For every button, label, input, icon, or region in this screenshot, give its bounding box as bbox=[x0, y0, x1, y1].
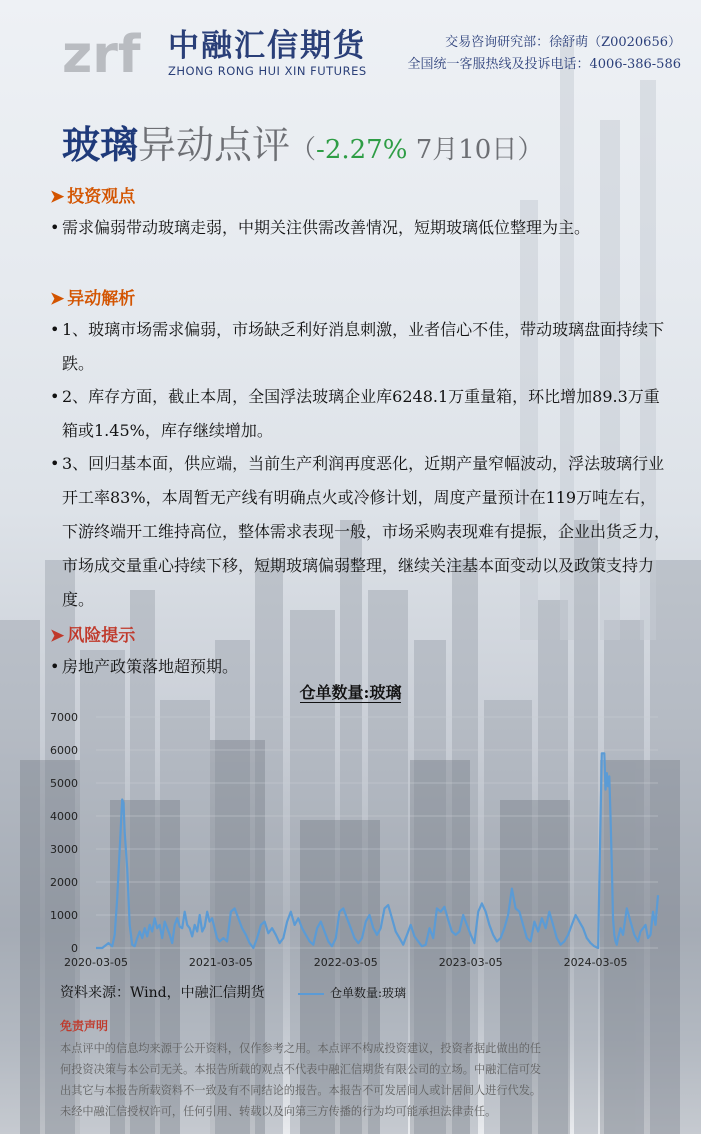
disclaimer-line: 本点评中的信息均来源于公开资料，仅作参考之用。本点评不构成投资建议，投资者据此做出的任 bbox=[60, 1042, 542, 1055]
section-heading-analysis bbox=[50, 284, 135, 309]
svg-text:zrf: zrf bbox=[62, 25, 141, 80]
contact-info bbox=[408, 32, 682, 76]
y-tick-label: 0 bbox=[71, 942, 78, 955]
hotline-line: 全国统一客服热线及投诉电话：4006-386-586 bbox=[407, 57, 681, 72]
legend-swatch bbox=[298, 993, 324, 995]
y-tick-label: 1000 bbox=[50, 909, 78, 922]
paragraph-text: 房地产政策落地超预期。 bbox=[62, 657, 239, 676]
y-tick-label: 3000 bbox=[50, 843, 78, 856]
disclaimer-text bbox=[60, 1038, 645, 1122]
section-title: 投资观点 bbox=[67, 187, 136, 207]
section-title: 风险提示 bbox=[67, 626, 136, 646]
bullet-icon: • bbox=[50, 657, 60, 676]
arrow-icon: ➤ bbox=[50, 289, 65, 309]
x-tick-label: 2024-03-05 bbox=[563, 956, 628, 969]
disclaimer-line: 何投资决策与本公司无关。本报告所载的观点不代表中融汇信期货有限公司的立场。中融汇信可发 bbox=[60, 1063, 542, 1076]
y-tick-label: 2000 bbox=[50, 876, 78, 889]
disclaimer-line: 未经中融汇信授权许可，任何引用、转载以及向第三方传播的行为均可能承担法律责任。 bbox=[60, 1105, 497, 1118]
brand-name-en: ZHONG RONG HUI XIN FUTURES bbox=[168, 64, 367, 78]
paragraph-text: 1、玻璃市场需求偏弱，市场缺乏利好消息刺激，业者信心不佳，带动玻璃盘面持续下跌。 bbox=[62, 320, 665, 373]
warehouse-receipts-chart bbox=[0, 700, 701, 980]
y-tick-label: 5000 bbox=[50, 777, 78, 790]
price-change: -2.27% bbox=[316, 135, 408, 165]
y-tick-label: 4000 bbox=[50, 810, 78, 823]
disclaimer-title: 免责声明 bbox=[60, 1019, 109, 1033]
chart-source: 资料来源：Wind，中融汇信期货 bbox=[60, 985, 265, 1001]
paragraph-text: 2、库存方面，截止本周，全国浮法玻璃企业库6248.1万重量箱，环比增加89.3万重箱或1.45%，库存继续增加。 bbox=[62, 387, 660, 440]
arrow-icon: ➤ bbox=[50, 626, 65, 646]
report-date: 7月10日 bbox=[407, 135, 518, 165]
title-close-paren: ） bbox=[517, 135, 544, 165]
chart-legend bbox=[298, 984, 406, 1001]
section-heading-risk bbox=[50, 621, 135, 646]
section-heading-view bbox=[50, 182, 135, 207]
bullet-icon: • bbox=[50, 320, 60, 339]
title-sub: 异动点评 bbox=[138, 123, 291, 167]
arrow-icon: ➤ bbox=[50, 187, 65, 207]
x-tick-label: 2022-03-05 bbox=[313, 956, 378, 969]
y-tick-label: 7000 bbox=[50, 711, 78, 724]
title-main: 玻璃 bbox=[62, 122, 139, 167]
title-open-paren: （ bbox=[290, 135, 317, 165]
analysis-item-2 bbox=[50, 380, 670, 448]
paragraph-text: 3、回归基本面，供应端，当前生产利润再度恶化，近期产量窄幅波动，浮法玻璃行业开工率83%，本周暂无产线有明确点火或冷修计划，周度产量预计在119万吨左右，下游终端开工维持高位，整体需求表现一般，市场采购表现难有提振，企业出货乏力，市场成交量重心持续下移，短期玻璃偏弱整理，继续关注基本面变动以及政策支持力度。 bbox=[62, 454, 671, 609]
chart-title: 仓单数量:玻璃 bbox=[299, 683, 402, 702]
company-logo bbox=[62, 14, 372, 80]
bullet-icon: • bbox=[50, 454, 60, 473]
researcher-line: 交易咨询研究部：徐舒萌（Z0020656） bbox=[445, 35, 681, 50]
bullet-icon: • bbox=[50, 218, 60, 237]
bullet-icon: • bbox=[50, 387, 60, 406]
analysis-item-1 bbox=[50, 313, 670, 381]
y-tick-label: 6000 bbox=[50, 744, 78, 757]
brand-name-cn: 中融汇信期货 bbox=[168, 28, 366, 64]
risk-item bbox=[50, 650, 670, 684]
legend-label: 仓单数量:玻璃 bbox=[330, 986, 407, 1000]
page-title bbox=[62, 114, 543, 169]
view-item bbox=[50, 211, 670, 245]
series-line bbox=[96, 753, 658, 948]
analysis-item-3 bbox=[50, 447, 670, 617]
logo-mark-icon bbox=[62, 14, 162, 80]
x-tick-label: 2020-03-05 bbox=[64, 956, 128, 969]
paragraph-text: 需求偏弱带动玻璃走弱，中期关注供需改善情况，短期玻璃低位整理为主。 bbox=[62, 218, 591, 237]
x-tick-label: 2023-03-05 bbox=[438, 956, 503, 969]
x-tick-label: 2021-03-05 bbox=[188, 956, 253, 969]
disclaimer-line: 出其它与本报告所载资料不一致及有不同结论的报告。本报告不可发居间人或计居间人进行代发。 bbox=[60, 1084, 542, 1097]
section-title: 异动解析 bbox=[67, 289, 136, 309]
